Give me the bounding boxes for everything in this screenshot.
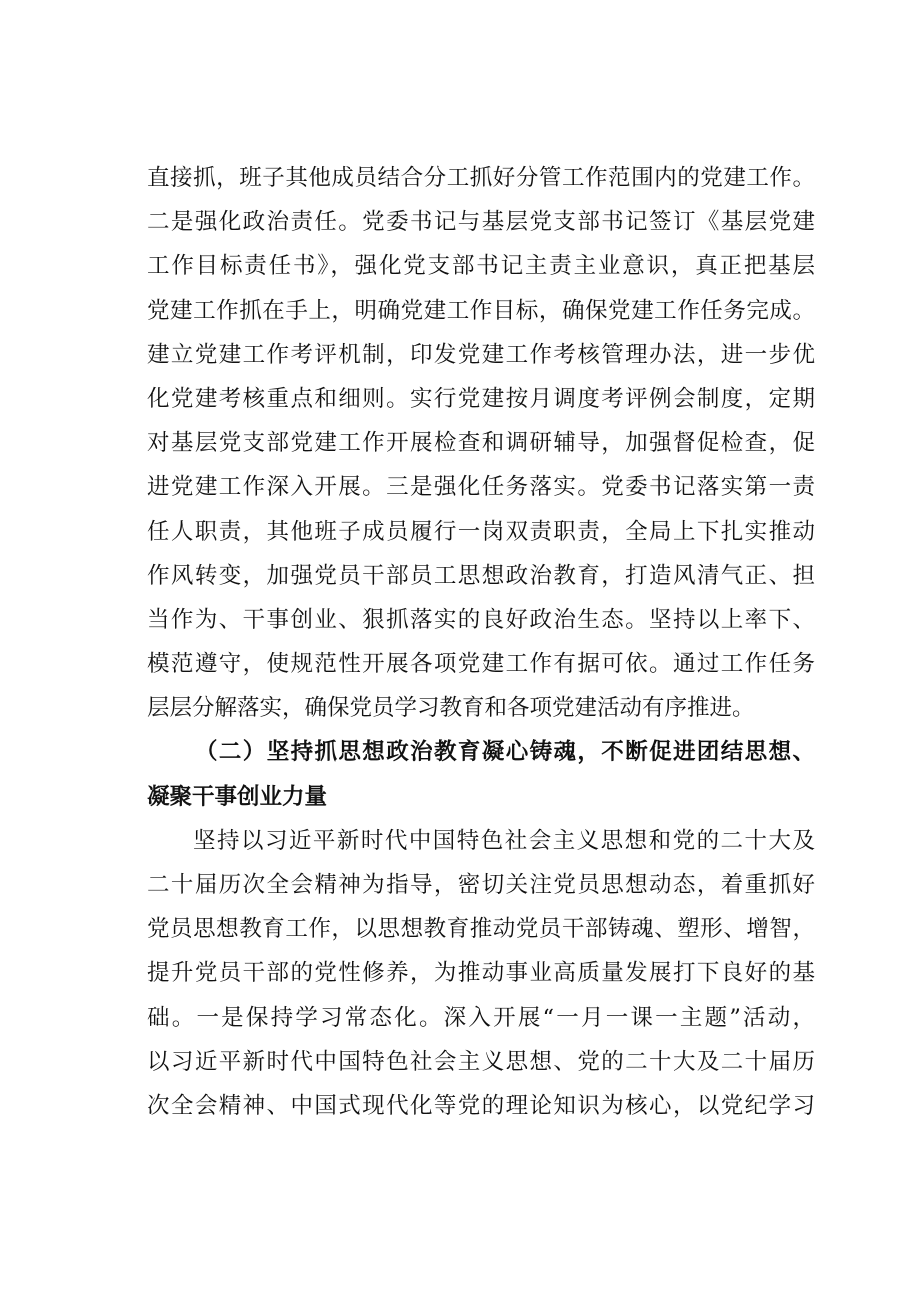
- text-line: 当作为、干事创业、狠抓落实的良好政治生态。坚持以上率下、: [147, 606, 815, 633]
- text-line: 以习近平新时代中国特色社会主义思想、党的二十大及二十届历: [147, 1048, 815, 1075]
- text-line: 进党建工作深入开展。三是强化任务落实。党委书记落实第一责: [147, 474, 815, 501]
- text-line: 直接抓，班子其他成员结合分工抓好分管工作范围内的党建工作。: [147, 165, 815, 191]
- text-line: 础。一是保持学习常态化。深入开展“一月一课一主题”活动，: [147, 1004, 815, 1031]
- text-line: 层层分解落实，确保党员学习教育和各项党建活动有序推进。: [147, 695, 755, 722]
- text-line: 党员思想教育工作，以思想教育推动党员干部铸魂、塑形、增智，: [147, 916, 815, 943]
- text-line: 对基层党支部党建工作开展检查和调研辅导，加强督促检查，促: [147, 430, 815, 457]
- text-line: 党建工作抓在手上，明确党建工作目标，确保党建工作任务完成。: [147, 297, 815, 324]
- document-page: [147, 156, 815, 1128]
- paragraph-1: [147, 156, 815, 730]
- text-line: 化党建考核重点和细则。实行党建按月调度考评例会制度，定期: [147, 385, 815, 412]
- heading-line: 凝聚干事创业力量: [147, 783, 328, 810]
- text-line: 工作目标责任书》，强化党支部书记主责主业意识，真正把基层: [147, 253, 815, 280]
- text-line: 二是强化政治责任。党委书记与基层党支部书记签订《基层党建: [147, 209, 815, 236]
- text-line: 作风转变，加强党员干部员工思想政治教育，打造风清气正、担: [147, 562, 815, 589]
- text-line: 模范遵守，使规范性开展各项党建工作有据可依。通过工作任务: [147, 651, 815, 678]
- text-line: 坚持以习近平新时代中国特色社会主义思想和党的二十大及: [193, 827, 815, 854]
- text-line: 提升党员干部的党性修养，为推动事业高质量发展打下良好的基: [147, 960, 815, 987]
- text-line: 二十届历次全会精神为指导，密切关注党员思想动态，着重抓好: [147, 872, 815, 898]
- section-heading: [147, 730, 815, 818]
- heading-line: （二）坚持抓思想政治教育凝心铸魂，不断促进团结思想、: [195, 739, 815, 766]
- text-line: 次全会精神、中国式现代化等党的理论知识为核心，以党纪学习: [147, 1092, 815, 1119]
- paragraph-2: [147, 819, 815, 1128]
- text-line: 任人职责，其他班子成员履行一岗双责职责，全局上下扎实推动: [147, 518, 815, 545]
- text-line: 建立党建工作考评机制，印发党建工作考核管理办法，进一步优: [147, 341, 815, 368]
